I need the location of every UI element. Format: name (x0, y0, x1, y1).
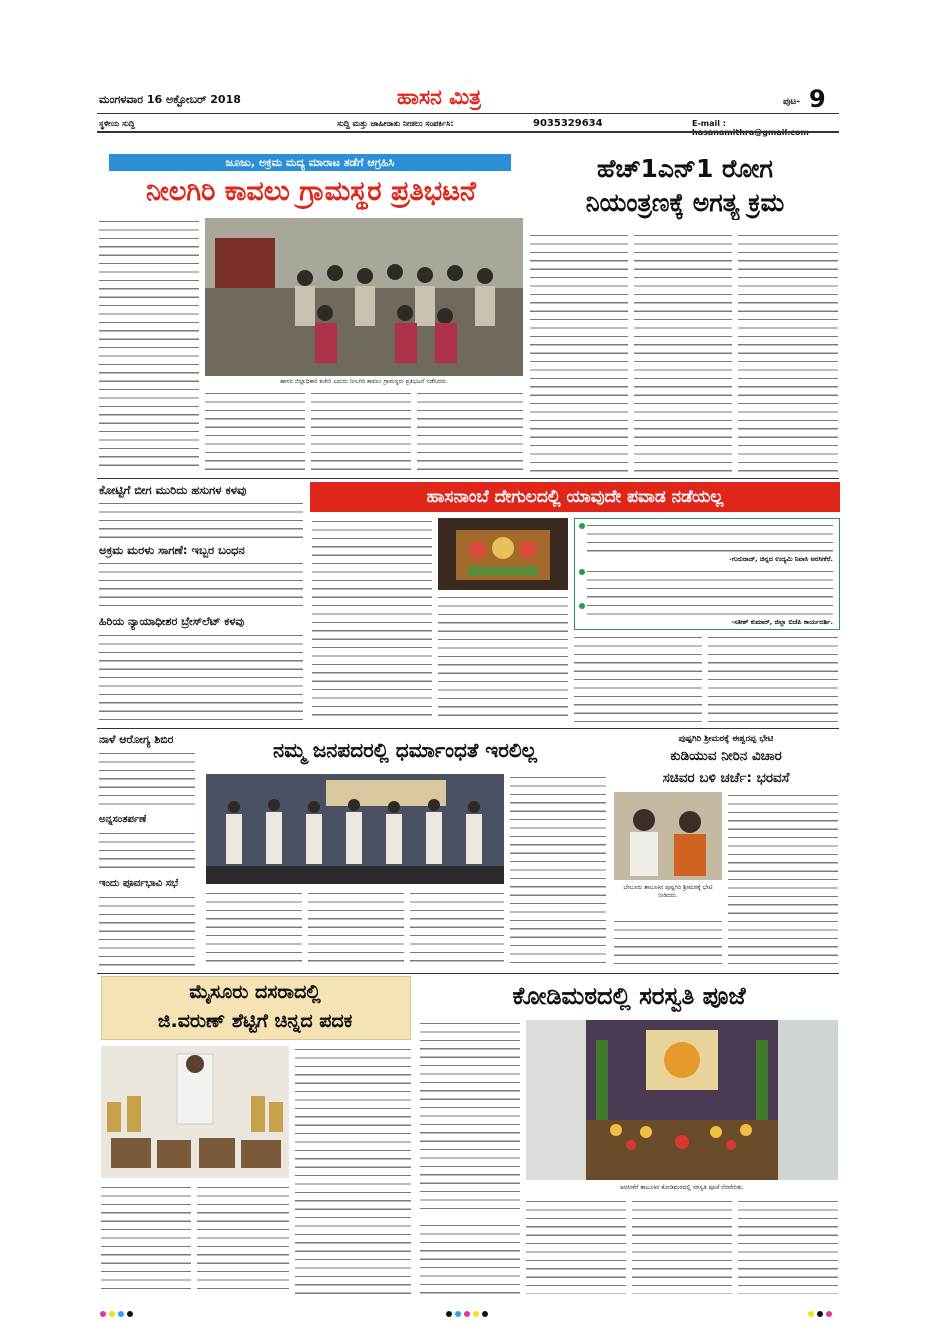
quote-bullet-2 (579, 569, 585, 575)
article-hasanambe (310, 482, 840, 724)
quote-box (574, 518, 840, 630)
quote-1-text (587, 522, 833, 552)
article-body-col1 (510, 774, 606, 968)
article-headline: ಹಾಸನಾಂಬೆ ದೇಗುಲದಲ್ಲಿ ಯಾವುದೇ ಪವಾಡ ನಡೆಯಲ್ಲ (310, 482, 840, 512)
article-body-col1 (295, 1046, 411, 1294)
quote-bullet-3 (579, 603, 585, 609)
article-kodimatha (418, 976, 840, 1296)
article-body-col1 (420, 1020, 520, 1216)
article-kicker: ಪುಷ್ಪಗಿರಿ ಶ್ರೀಮಠಕ್ಕೆ ಈಶ್ವರಪ್ಪ ಭೇಟಿ (678, 734, 774, 744)
article-janapada (202, 732, 608, 970)
article-body (99, 560, 303, 612)
article-body-col4 (410, 890, 504, 968)
article-sand-arrest (97, 542, 305, 614)
article-annasantarpane (97, 812, 197, 876)
medal-photo (101, 1046, 289, 1178)
article-body-col2 (205, 390, 305, 473)
contact-label: ಸುದ್ದಿ ಮತ್ತು ಜಾಹೀರಾತು ನೀಡಲು ಸಂಪರ್ಕಿಸಿ: (337, 119, 454, 128)
article-body-col2 (614, 918, 722, 968)
article-bracelet-theft (97, 614, 305, 724)
event-photo-graphic (206, 774, 504, 884)
protest-photo (205, 218, 523, 376)
temple-photo (438, 518, 568, 590)
article-body-col3 (526, 1198, 626, 1294)
article-headline-line1: ಕುಡಿಯುವ ನೀರಿನ ವಿಚಾರ (670, 748, 782, 764)
article-kicker: ಜೂಜು, ಅಕ್ರಮ ಮದ್ಯ ಮಾರಾಟ ತಡೆಗೆ ಆಗ್ರಹಿಸಿ (109, 154, 511, 171)
article-body-col3 (197, 1184, 289, 1294)
article-headline: ಕೋಟ್ಟಿಗೆ ಬೀಗ ಮುರಿದು ಹಸುಗಳ ಕಳವು (99, 483, 247, 497)
quote-bullet-1 (579, 523, 585, 529)
article-headline: ನಮ್ಮ ಜನಪದರಲ್ಲಿ ಧರ್ಮಾಂಧತೆ ಇರಲಿಲ್ಲ (273, 738, 537, 762)
page-number: 9 (809, 85, 826, 113)
article-body-col1 (728, 792, 838, 968)
article-body-col2 (634, 232, 732, 472)
article-body-col1 (312, 518, 432, 722)
quote-1-author: -ಗುರುರಾಜ್, ಚಿನ್ನದ ಉದ್ಯಮಿ ನಿವಾಸಿ ಅರಸೀಕೆರೆ. (729, 555, 833, 563)
article-body (99, 894, 195, 968)
protest-photo-graphic (205, 218, 523, 376)
article-neelagiri (97, 152, 525, 475)
color-dots-icon (446, 1302, 491, 1321)
article-headline: ಹಿರಿಯ ನ್ಯಾಯಾಧೀಶರ ಬ್ರೇಸ್‌ಲೆಟ್ ಕಳವು (99, 615, 245, 628)
article-body-col5 (738, 1198, 838, 1294)
article-headline-line2: ನಿಯಂತ್ರಣಕ್ಕೆ ಅಗತ್ಯ ಕ್ರಮ (585, 188, 785, 217)
article-headline: ಅನ್ನಸಂತರ್ಪಣೆ (99, 814, 147, 825)
protest-photo-caption: ಹಾಸನ ಜಿಲ್ಲಾಧಿಕಾರಿ ಕಚೇರಿ ಎದುರು ನೀಲಗಿರಿ ಕಾವಲು ಗ್ರಾಮಸ್ಥರು ಪ್ರತಿಭಟನೆ ನಡೆಸಿದರು. (280, 378, 448, 385)
visit-photo-graphic (614, 792, 722, 880)
article-headline: ಅಕ್ರಮ ಮರಳು ಸಾಗಣೆ: ಇಬ್ಬರ ಬಂಧನ (99, 543, 245, 557)
issue-date: ಮಂಗಳವಾರ 16 ಅಕ್ಟೋಬರ್ 2018 (99, 93, 241, 106)
pooja-photo-graphic (526, 1020, 838, 1180)
masthead: ಹಾಸನ ಮಿತ್ರ (397, 85, 482, 109)
article-body-col4 (632, 1198, 732, 1294)
row-divider (97, 728, 839, 729)
article-body-col2 (420, 1222, 520, 1294)
medal-photo-graphic (101, 1046, 289, 1178)
header (97, 85, 839, 145)
contact-phone: 9035329634 (533, 118, 603, 129)
article-headline: ಕೋಡಿಮಠದಲ್ಲಿ ಸರಸ್ವತಿ ಪೂಜೆ (512, 982, 746, 1010)
article-body-col2 (101, 1184, 191, 1294)
article-headline-line1: ಮೈಸೂರು ದಸರಾದಲ್ಲಿ (189, 981, 321, 1003)
article-body (99, 500, 303, 540)
article-body (99, 830, 195, 874)
article-body-col3 (308, 890, 404, 968)
article-health-camp (97, 732, 197, 812)
header-bottom-rule (97, 131, 839, 133)
article-headline-line2: ಜಿ.ವರುಣ್ ಶೆಟ್ಟಿಗೆ ಚಿನ್ನದ ಪದಕ (157, 1010, 353, 1032)
quote-3-text (587, 602, 833, 618)
article-headline-line1: ಹೆಚ್1ಎನ್1 ರೋಗ (597, 154, 773, 183)
temple-photo-graphic (438, 518, 568, 590)
article-body-col1 (99, 218, 199, 473)
section-label: ಸ್ಥಳೀಯ ಸುದ್ದಿ (99, 119, 135, 128)
article-body-col2 (206, 890, 302, 968)
color-dots-icon (100, 1302, 136, 1321)
article-varun-shetty (97, 976, 413, 1296)
row-divider (97, 478, 839, 479)
pooja-photo (526, 1020, 838, 1180)
article-body-col3 (738, 232, 838, 472)
visit-photo-caption: ಬೇಲೂರು ತಾಲೂಕಿನ ಪುಷ್ಪಗಿರಿ ಶ್ರೀಮಠಕ್ಕೆ ಭೇಟಿ ನೀಡಿದರು. (623, 884, 713, 899)
article-body (99, 632, 303, 722)
article-headline: ನೀಲಗಿರಿ ಕಾವಲು ಗ್ರಾಮಸ್ಥರ ಪ್ರತಿಭಟನೆ (146, 176, 476, 207)
article-preparatory-meeting (97, 876, 197, 970)
visit-photo (614, 792, 722, 880)
article-pushpagiri (612, 732, 840, 970)
article-body-col3 (574, 634, 702, 722)
article-cattle-theft (97, 482, 305, 542)
article-body-col4 (417, 390, 523, 473)
article-headline: ನಾಳೆ ಆರೋಗ್ಯ ಶಿಬಿರ (99, 733, 174, 746)
event-photo (206, 774, 504, 884)
article-body-col2 (438, 594, 568, 722)
page-label: ಪುಟ- (783, 97, 800, 107)
email-contact: E-mail : (692, 119, 726, 128)
pooja-photo-caption: ಅರಸೀಕೆರೆ ತಾಲೂಕಿನ ಕೋಡಿಮಠದಲ್ಲಿ ಸರಸ್ವತಿ ಪೂಜೆ ನೆರವೇರಿತು. (620, 1184, 744, 1191)
masthead-rule (97, 113, 839, 114)
article-headline: ಇಂದು ಪೂರ್ವಭಾವಿ ಸಭೆ (99, 878, 179, 889)
article-body-col1 (530, 232, 628, 472)
article-body-col3 (311, 390, 411, 473)
article-body (99, 750, 195, 810)
quote-2-text (587, 568, 833, 600)
quote-2-author: -ಸತೀಶ್ ಕುಮಾರ್, ಜಿಲ್ಲಾ ಬಿಜೆಪಿ ಕಾರ್ಯದರ್ಶಿ. (731, 618, 833, 626)
row-divider (97, 973, 839, 974)
article-h1n1 (530, 152, 840, 475)
article-headline-line2: ಸಚಿವರ ಬಳಿ ಚರ್ಚೆ: ಭರವಸೆ (662, 770, 790, 786)
color-dots-icon (808, 1302, 835, 1321)
article-body-col4 (708, 634, 838, 722)
